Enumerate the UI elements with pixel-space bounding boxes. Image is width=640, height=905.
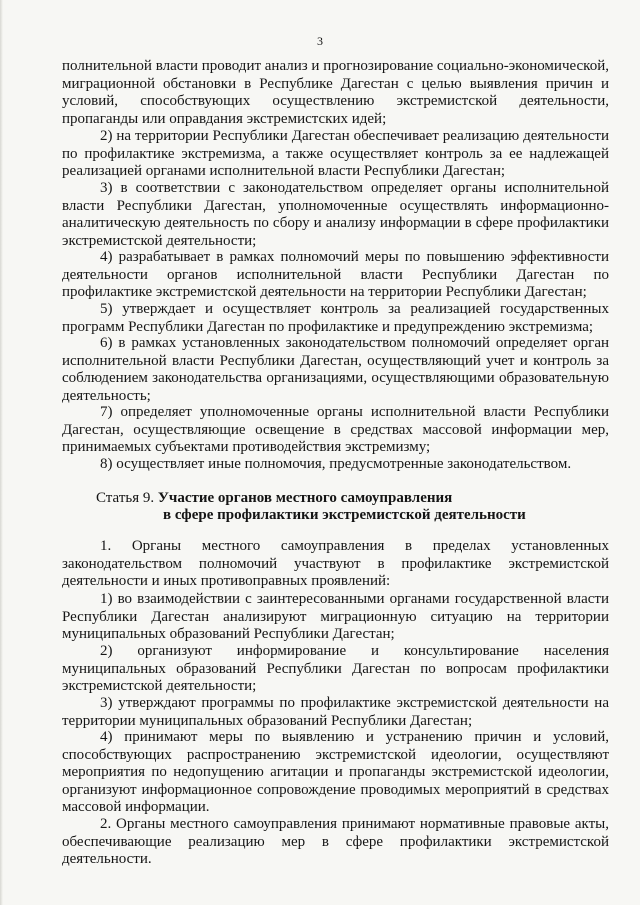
paragraph-point-2: 2. Органы местного самоуправления принимают нормативные правовые акты, обеспечивающие реализацию мер в сфере профилактики экстремистской деятельности. — [62, 816, 609, 867]
paragraph-item-7: 7) определяет уполномоченные органы исполнительной власти Республики Дагестан, осуществляющие освещение в средствах массовой информации мер, принимаемых субъектами противодействия экстремизму; — [62, 404, 609, 455]
paragraph-subitem-1: 1) во взаимодействии с заинтересованными органами государственной власти Республики Дагестан анализируют миграционную ситуацию на территории муниципальных образований Республики Дагестан; — [62, 591, 609, 642]
paragraph-subitem-2: 2) организуют информирование и консультирование населения муниципальных образований Республики Дагестан по вопросам профилактики экстремистской деятельности; — [62, 643, 609, 694]
paragraph-item-3: 3) в соответствии с законодательством определяет органы исполнительной власти Республики Дагестан, уполномоченные осуществлять информационно-аналитическую деятельность по сбору и анализу информации в сфере профилактики экстремистской деятельности; — [62, 180, 609, 249]
article-number: Статья 9. — [96, 490, 155, 506]
paragraph-subitem-3: 3) утверждают программы по профилактике экстремистской деятельности на территории муниципальных образований Республики Дагестан; — [62, 695, 609, 729]
paragraph-item-5: 5) утверждает и осуществляет контроль за реализацией государственных программ Республики Дагестан по профилактике и предупреждению экстремизма; — [62, 301, 609, 335]
paragraph-item-6: 6) в рамках установленных законодательством полномочий определяет орган исполнительной власти Республики Дагестан, осуществляющий учет и контроль за соблюдением законодательства организациями, осуществляющими образовательную деятельность; — [62, 335, 609, 404]
paragraph-item-2: 2) на территории Республики Дагестан обеспечивает реализацию деятельности по профилактике экстремизма, а также осуществляет контроль за ее надлежащей реализацией органами исполнительной власти Республики Дагестан; — [62, 128, 609, 179]
article-heading — [96, 490, 616, 524]
article-title-line2: в сфере профилактики экстремистской деятельности — [163, 507, 526, 523]
page-number: 3 — [317, 34, 323, 48]
scan-edge — [0, 0, 3, 905]
article-title-line1: Участие органов местного самоуправления — [157, 490, 453, 506]
paragraph-subitem-4: 4) принимают меры по выявлению и устранению причин и условий, способствующих распространению экстремистской идеологии, осуществляют мероприятия по недопущению агитации и пропаганды экстремистской идеологии, организуют информационное сопровождение проводимых мероприятий в средствах массовой информации. — [62, 729, 609, 815]
paragraph-point-1: 1. Органы местного самоуправления в пределах установленных законодательством полномочий участвуют в профилактике экстремистской деятельности и иных противоправных проявлений: — [62, 538, 609, 589]
paragraph-continuation: полнительной власти проводит анализ и прогнозирование социально-экономической, миграционной обстановки в Республике Дагестан с целью выявления причин и условий, способствующих осуществлению экстремистской деятельности, пропаганды или оправдания экстремистских идей; — [62, 58, 609, 127]
paragraph-item-4: 4) разрабатывает в рамках полномочий меры по повышению эффективности деятельности органов исполнительной власти Республики Дагестан по профилактике экстремистской деятельности на территории Республики Дагестан; — [62, 249, 609, 300]
paragraph-item-8: 8) осуществляет иные полномочия, предусмотренные законодательством. — [100, 456, 572, 472]
